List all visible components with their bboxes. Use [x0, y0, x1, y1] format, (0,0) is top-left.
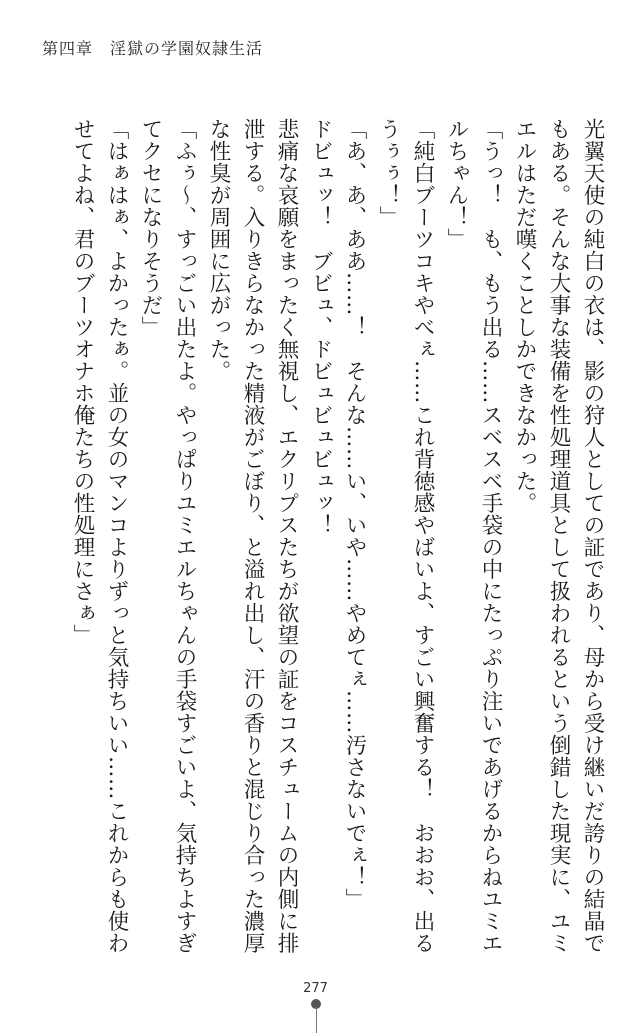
page-marker-ornament [311, 999, 321, 1033]
body-text [42, 118, 609, 958]
running-title: 第四章 淫獄の学園奴隷生活 [42, 39, 264, 58]
paragraph: 光翼天使の純白の衣は、影の狩人としての証であり、母から受け継いだ誇りの結晶でもある。そんな大事な装備を性処理道具として扱われるという倒錯した現実に、ユミエルはただ嘆くことしかできなかった。 [512, 118, 605, 954]
page-number: 277 [303, 981, 328, 996]
marker-line [316, 1007, 317, 1033]
paragraph: 「ふぅ～、すっごい出たよ。やっぱりユミエルちゃんの手袋すごいよ、気持ちよすぎてクセになりそうだ」 [138, 118, 197, 954]
paragraph: 「あ、あ、ああ……！ そんな……い、いや……やめてぇ……汚さないでぇ！」 [342, 118, 367, 910]
paragraph: 「うっ！ も、もう出る……スベスベ手袋の中にたっぷり注いであげるからねユミエルちゃん！」 [444, 118, 503, 954]
paragraph: ドビュッ！ ブビュ、ドビュビュビュッ！ [308, 118, 333, 536]
paragraph: 「はぁはぁ、よかったぁ。並の女のマンコよりずっと気持ちいい……これからも使わせてよね、君のブーツオナホ俺たちの性処理にさぁ」 [70, 118, 129, 954]
paragraph: 「純白ブーツコキやべぇ……これ背徳感やばいよ、すごい興奮する！ おおお、出るうぅぅ！」 [376, 118, 435, 954]
paragraph: 悲痛な哀願をまったく無視し、エクリプスたちが欲望の証をコスチュームの内側に排泄する。入りきらなかった精液がごぼり、と溢れ出し、汗の香りと混じり合った濃厚な性臭が周囲に広がった。 [206, 118, 299, 954]
